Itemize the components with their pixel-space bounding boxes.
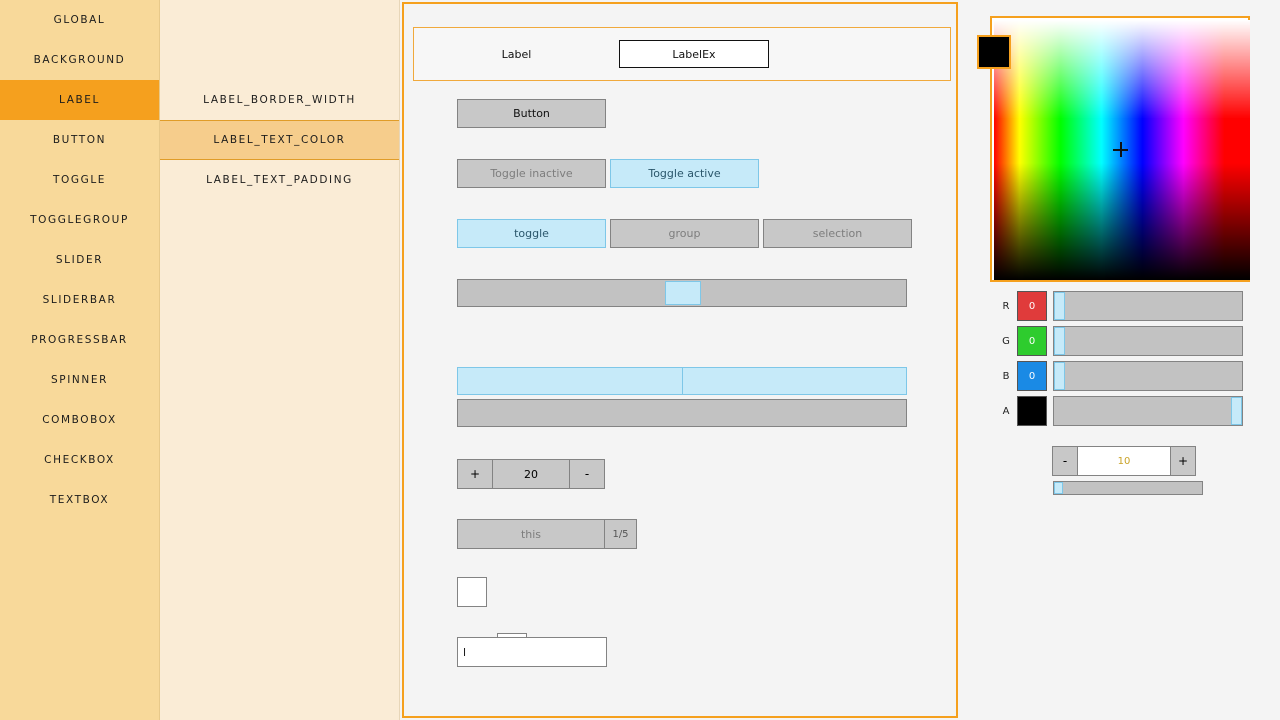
- channel-value-r[interactable]: 0: [1017, 291, 1047, 321]
- channel-value-g[interactable]: 0: [1017, 326, 1047, 356]
- label-preview-name: Label: [501, 47, 532, 61]
- channel-slider-r[interactable]: [1053, 291, 1243, 321]
- preview-sliderbar-fill: [458, 368, 683, 394]
- preview-spinner-increase-label: +: [469, 467, 481, 481]
- preview-progressbar: [457, 399, 907, 427]
- preview-combobox-count[interactable]: 1/5: [605, 519, 637, 549]
- preview-toggle-inactive[interactable]: [457, 159, 606, 188]
- preview-toggle-active-label: Toggle active: [648, 167, 721, 180]
- sidebar-item-label: TEXTBOX: [49, 494, 110, 506]
- alpha-spinner-value[interactable]: 10: [1078, 446, 1170, 476]
- sidebar-item-background[interactable]: [0, 40, 159, 80]
- preview-togglegroup-item-2[interactable]: [763, 219, 912, 248]
- preview-toggle-inactive-label: Toggle inactive: [490, 167, 573, 180]
- sidebar-item-label: BUTTON: [52, 134, 107, 146]
- channel-slider-knob-r[interactable]: [1054, 292, 1065, 320]
- preview-slider-knob[interactable]: [665, 281, 701, 305]
- sidebar-item-togglegroup[interactable]: [0, 200, 159, 240]
- channel-label-b: B: [1002, 370, 1010, 382]
- channel-value-a[interactable]: [1017, 396, 1047, 426]
- preview-toggle-active[interactable]: [610, 159, 759, 188]
- preview-togglegroup-item-label: selection: [812, 227, 863, 240]
- sidebar-item-slider[interactable]: [0, 240, 159, 280]
- sidebar-item-label: SLIDER: [55, 254, 104, 266]
- sidebar-item-label[interactable]: [0, 80, 159, 120]
- sidebar-item-spinner[interactable]: [0, 360, 159, 400]
- preview-panel: [402, 2, 958, 718]
- preview-togglegroup-item-label: toggle: [514, 227, 549, 240]
- preview-button[interactable]: [457, 99, 606, 128]
- preview-button-label: Button: [513, 107, 550, 120]
- channel-label-r: R: [1002, 300, 1010, 312]
- channel-slider-a[interactable]: [1053, 396, 1243, 426]
- preview-combobox: [457, 519, 637, 549]
- alpha-spinner-increase-label: +: [1177, 454, 1189, 468]
- preview-spinner-value[interactable]: 20: [493, 459, 569, 489]
- sidebar-item-label: SPINNER: [51, 374, 108, 386]
- label-preview-value: LabelEx: [619, 40, 769, 68]
- preview-togglegroup-item-label: group: [668, 227, 701, 240]
- sidebar-item-toggle[interactable]: [0, 160, 159, 200]
- sidebar-item-label: GLOBAL: [53, 14, 106, 26]
- channel-slider-knob-b[interactable]: [1054, 362, 1065, 390]
- channel-row-r: [995, 291, 1243, 321]
- property-item-label: LABEL_BORDER_WIDTH: [203, 94, 356, 106]
- property-list-spacer: [160, 0, 399, 80]
- sidebar-item-label: CHECKBOX: [44, 454, 115, 466]
- current-color-swatch[interactable]: [977, 35, 1011, 69]
- channel-value-b[interactable]: 0: [1017, 361, 1047, 391]
- preview-textbox[interactable]: l: [457, 637, 607, 667]
- channel-row-a: [995, 396, 1243, 426]
- channel-slider-knob-a[interactable]: [1231, 397, 1242, 425]
- preview-checkbox-unchecked[interactable]: [457, 577, 487, 607]
- property-item-label: LABEL_TEXT_COLOR: [213, 134, 346, 146]
- sidebar-item-textbox[interactable]: [0, 480, 159, 520]
- property-item-label-text-color[interactable]: [160, 120, 399, 160]
- preview-slider[interactable]: [457, 279, 907, 307]
- sidebar-item-label: COMBOBOX: [42, 414, 117, 426]
- property-item-label: LABEL_TEXT_PADDING: [206, 174, 353, 186]
- sidebar-item-label-text: LABEL: [59, 94, 100, 106]
- sidebar-item-global[interactable]: [0, 0, 159, 40]
- preview-combobox-value[interactable]: this: [457, 519, 605, 549]
- property-item-label-border-width[interactable]: [160, 80, 399, 120]
- sidebar-item-label: PROGRESSBAR: [31, 334, 128, 346]
- channel-slider-b[interactable]: [1053, 361, 1243, 391]
- preview-spinner-increase[interactable]: [457, 459, 493, 489]
- sidebar-item-label: SLIDERBAR: [42, 294, 117, 306]
- channel-row-b: [995, 361, 1243, 391]
- sidebar-item-label: TOGGLEGROUP: [30, 214, 129, 226]
- color-field-canvas[interactable]: [994, 20, 1250, 280]
- preview-togglegroup-item-0[interactable]: [457, 219, 606, 248]
- alpha-spinner-increase[interactable]: [1170, 446, 1196, 476]
- alpha-bar-knob[interactable]: [1054, 482, 1063, 494]
- sidebar-item-label: TOGGLE: [52, 174, 107, 186]
- alpha-spinner: [1052, 446, 1196, 476]
- channel-label-a: A: [1002, 405, 1010, 417]
- channel-slider-knob-g[interactable]: [1054, 327, 1065, 355]
- property-item-label-text-padding[interactable]: [160, 160, 399, 200]
- label-preview-row: [413, 27, 951, 81]
- preview-spinner-decrease-label: -: [584, 467, 590, 481]
- sidebar-item-label: BACKGROUND: [33, 54, 126, 66]
- sidebar-item-combobox[interactable]: [0, 400, 159, 440]
- category-sidebar: [0, 0, 160, 720]
- channel-row-g: [995, 326, 1243, 356]
- sidebar-item-button[interactable]: [0, 120, 159, 160]
- preview-spinner: [457, 459, 605, 489]
- preview-togglegroup-item-1[interactable]: [610, 219, 759, 248]
- preview-sliderbar[interactable]: [457, 367, 907, 395]
- sidebar-item-progressbar[interactable]: [0, 320, 159, 360]
- color-picker-panel: [990, 16, 1250, 282]
- preview-spinner-decrease[interactable]: [569, 459, 605, 489]
- channel-label-g: G: [1002, 335, 1010, 347]
- property-list: [160, 0, 400, 720]
- channel-slider-g[interactable]: [1053, 326, 1243, 356]
- alpha-spinner-decrease[interactable]: [1052, 446, 1078, 476]
- alpha-spinner-decrease-label: -: [1062, 454, 1068, 468]
- sidebar-item-sliderbar[interactable]: [0, 280, 159, 320]
- sidebar-item-checkbox[interactable]: [0, 440, 159, 480]
- alpha-bar-slider[interactable]: [1053, 481, 1203, 495]
